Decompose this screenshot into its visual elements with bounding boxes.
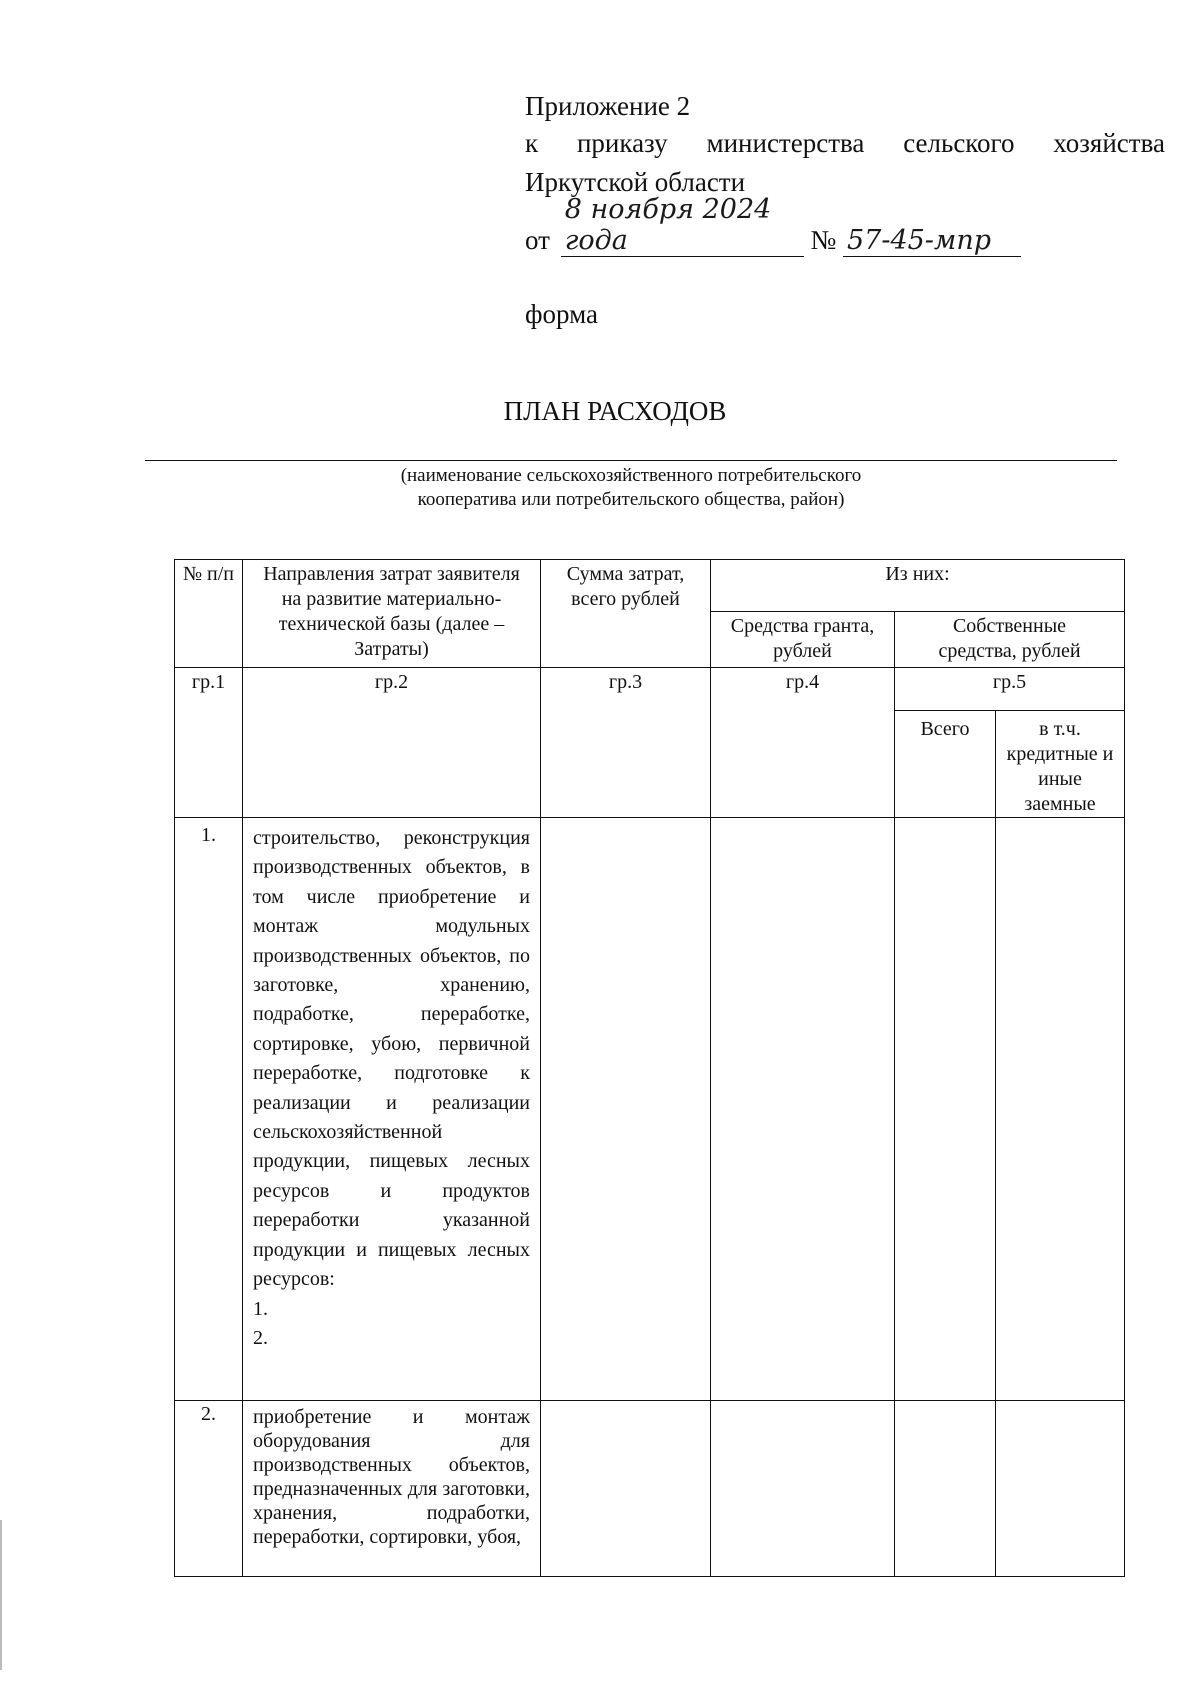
row-number: 1. bbox=[175, 818, 243, 1401]
cell-own-total bbox=[895, 1401, 996, 1577]
caption-line: (наименование сельскохозяйственного потребительского bbox=[400, 465, 862, 486]
table-row bbox=[175, 818, 1125, 1401]
cell-own-total bbox=[895, 818, 996, 1401]
date-prefix: от bbox=[525, 225, 550, 255]
group-label: гр.2 bbox=[243, 668, 541, 818]
cell-own-credit bbox=[996, 1401, 1125, 1577]
row-number: 2. bbox=[175, 1401, 243, 1577]
form-label: форма bbox=[525, 299, 598, 329]
header-of-which: Из них: bbox=[711, 560, 1125, 612]
name-caption bbox=[145, 464, 1117, 512]
handwritten-number: 57-45-мпр bbox=[843, 225, 1021, 257]
row-direction: приобретение и монтаж оборудования для производственных объектов, предназначенных для заготовки, хранения, подработки, переработки, сортировки, убоя, bbox=[243, 1401, 541, 1577]
header-own: Собственные средства, рублей bbox=[895, 612, 1125, 668]
header-grant: Средства гранта, рублей bbox=[711, 612, 895, 668]
document-title: ПЛАН РАСХОДОВ bbox=[503, 396, 727, 426]
cell-own-credit bbox=[996, 818, 1125, 1401]
row-direction-text: строительство, реконструкция производственных объектов, в том числе приобретение и монтаж модульных производственных объектов, по заготовке, хранению, подработке, переработке, сортировке, убою, первичной переработке, подготовке к реализации и реализации сельскохозяйственной продукции, пищевых лесных ресурсов и продуктов переработки указанной продукции и пищевых лесных ресурсов: bbox=[253, 827, 530, 1291]
order-date-line bbox=[525, 194, 1021, 256]
row-direction bbox=[243, 818, 541, 1401]
header-own-total: Всего bbox=[895, 711, 996, 818]
expense-plan-table bbox=[174, 559, 1125, 1577]
caption-line: кооператива или потребительского общества, район) bbox=[417, 489, 845, 510]
order-word: к bbox=[525, 128, 539, 158]
region-label: Иркутской области bbox=[525, 167, 746, 197]
number-sign: № bbox=[810, 225, 837, 255]
appendix-label: Приложение 2 bbox=[525, 91, 691, 121]
header-own-credit: в т.ч. кредитные и иные заемные bbox=[996, 711, 1125, 818]
scan-margin-mark bbox=[0, 1520, 2, 1670]
order-word: приказу bbox=[576, 128, 668, 158]
name-underline bbox=[145, 460, 1117, 461]
header-num: № п/п bbox=[175, 560, 243, 668]
header-total: Сумма затрат, всего рублей bbox=[541, 560, 711, 668]
table-row bbox=[175, 1401, 1125, 1577]
order-line bbox=[525, 128, 1165, 159]
cell-grant bbox=[711, 818, 895, 1401]
cell-total bbox=[541, 1401, 711, 1577]
order-word: сельского bbox=[903, 128, 1015, 158]
cell-total bbox=[541, 818, 711, 1401]
group-label: гр.5 bbox=[895, 668, 1125, 711]
handwritten-date: 8 ноября 2024 года bbox=[561, 194, 804, 257]
cell-grant bbox=[711, 1401, 895, 1577]
order-word: министерства bbox=[706, 128, 865, 158]
sub-item: 1. bbox=[253, 1297, 268, 1320]
group-label: гр.4 bbox=[711, 668, 895, 818]
header-directions: Направления затрат заявителя на развитие материально-технической базы (далее – Затраты) bbox=[243, 560, 541, 668]
order-word: хозяйства bbox=[1053, 128, 1165, 158]
group-label: гр.1 bbox=[175, 668, 243, 818]
sub-item: 2. bbox=[253, 1326, 268, 1349]
group-label: гр.3 bbox=[541, 668, 711, 818]
